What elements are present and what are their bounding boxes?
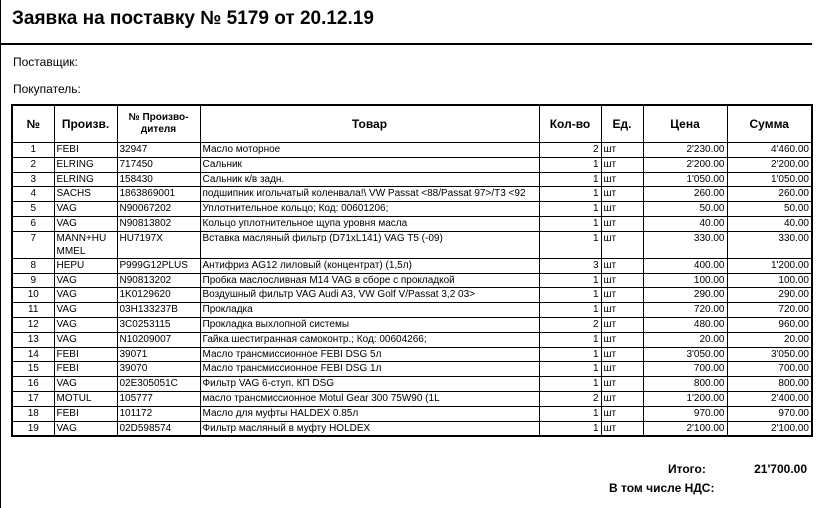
cell-sum: 720.00 [727, 303, 812, 318]
table-row [12, 258, 812, 273]
cell-product: Сальник к/в задн. [200, 172, 539, 187]
cell-quantity: 1 [539, 273, 601, 288]
cell-unit: шт [601, 303, 643, 318]
cell-row-number: 18 [12, 406, 54, 421]
cell-quantity: 1 [539, 362, 601, 377]
buyer-label: Покупатель: [13, 82, 81, 96]
table-row [12, 202, 812, 217]
cell-product: подшипник игольчатый коленвала!\ VW Passat <88/Passat 97>/T3 <92 [200, 187, 539, 202]
cell-part-number: 105777 [117, 391, 200, 406]
cell-sum: 1'200.00 [727, 258, 812, 273]
table-row [12, 273, 812, 288]
cell-part-number: 03H133237B [117, 303, 200, 318]
page-border [0, 0, 1, 508]
cell-unit: шт [601, 317, 643, 332]
cell-sum: 290.00 [727, 288, 812, 303]
table-row [12, 157, 812, 172]
cell-quantity: 1 [539, 288, 601, 303]
cell-price: 2'230.00 [643, 143, 727, 158]
cell-price: 1'200.00 [643, 391, 727, 406]
cell-row-number: 14 [12, 347, 54, 362]
cell-product: масло трансмиссионное Motul Gear 300 75W90 (1L [200, 391, 539, 406]
table-row [12, 216, 812, 231]
cell-product: Воздушный фильтр VAG Audi A3, VW Golf V/Passat 3,2 03> [200, 288, 539, 303]
col-unit: Ед. [601, 105, 643, 143]
cell-product: Масло трансмиссионное FEBI DSG 1л [200, 362, 539, 377]
cell-part-number: 1863869001 [117, 187, 200, 202]
cell-sum: 4'460.00 [727, 143, 812, 158]
cell-product: Фильтр масляный в муфту HOLDEX [200, 421, 539, 436]
cell-manufacturer: FEBI [54, 347, 117, 362]
cell-row-number: 1 [12, 143, 54, 158]
cell-row-number: 8 [12, 258, 54, 273]
cell-row-number: 17 [12, 391, 54, 406]
cell-product: Гайка шестигранная самоконтр.; Код: 00604266; [200, 332, 539, 347]
table-row [12, 172, 812, 187]
cell-sum: 50.00 [727, 202, 812, 217]
cell-unit: шт [601, 377, 643, 392]
cell-part-number: 1K0129620 [117, 288, 200, 303]
table-row [12, 317, 812, 332]
cell-price: 480.00 [643, 317, 727, 332]
cell-manufacturer: ELRING [54, 172, 117, 187]
cell-quantity: 1 [539, 347, 601, 362]
cell-unit: шт [601, 202, 643, 217]
cell-manufacturer: VAG [54, 377, 117, 392]
cell-manufacturer: VAG [54, 303, 117, 318]
cell-part-number: N90813202 [117, 273, 200, 288]
cell-price: 400.00 [643, 258, 727, 273]
cell-unit: шт [601, 216, 643, 231]
total-label: Итого: [668, 462, 706, 476]
cell-price: 100.00 [643, 273, 727, 288]
col-part-number: № Произво-дителя [117, 105, 200, 143]
total-value: 21'700.00 [754, 462, 807, 476]
table-row [12, 187, 812, 202]
cell-price: 330.00 [643, 231, 727, 258]
cell-product: Сальник [200, 157, 539, 172]
cell-part-number: 32947 [117, 143, 200, 158]
cell-part-number: 158430 [117, 172, 200, 187]
cell-quantity: 2 [539, 143, 601, 158]
cell-price: 20.00 [643, 332, 727, 347]
cell-quantity: 1 [539, 157, 601, 172]
col-number: № [12, 105, 54, 143]
table-row [12, 143, 812, 158]
table-row [12, 362, 812, 377]
cell-row-number: 16 [12, 377, 54, 392]
cell-manufacturer: VAG [54, 317, 117, 332]
cell-part-number: 101172 [117, 406, 200, 421]
cell-quantity: 1 [539, 216, 601, 231]
cell-manufacturer: MOTUL [54, 391, 117, 406]
table-row [12, 332, 812, 347]
cell-part-number: 717450 [117, 157, 200, 172]
cell-manufacturer: VAG [54, 288, 117, 303]
cell-manufacturer: HEPU [54, 258, 117, 273]
cell-quantity: 1 [539, 231, 601, 258]
document-title: Заявка на поставку № 5179 от 20.12.19 [12, 8, 374, 29]
cell-price: 800.00 [643, 377, 727, 392]
cell-unit: шт [601, 172, 643, 187]
cell-row-number: 13 [12, 332, 54, 347]
col-sum: Сумма [727, 105, 812, 143]
cell-manufacturer: VAG [54, 421, 117, 436]
table-row [12, 303, 812, 318]
cell-quantity: 1 [539, 332, 601, 347]
cell-quantity: 2 [539, 317, 601, 332]
cell-row-number: 6 [12, 216, 54, 231]
cell-sum: 970.00 [727, 406, 812, 421]
cell-row-number: 5 [12, 202, 54, 217]
cell-product: Пробка маслосливная M14 VAG в сборе с прокладкой [200, 273, 539, 288]
cell-part-number: N10209007 [117, 332, 200, 347]
cell-unit: шт [601, 258, 643, 273]
cell-part-number: HU7197X [117, 231, 200, 258]
cell-sum: 40.00 [727, 216, 812, 231]
cell-part-number: P999G12PLUS [117, 258, 200, 273]
table-row [12, 231, 812, 258]
cell-quantity: 1 [539, 187, 601, 202]
table-row [12, 421, 812, 436]
cell-row-number: 4 [12, 187, 54, 202]
cell-quantity: 1 [539, 421, 601, 436]
cell-product: Уплотнительное кольцо; Код: 00601206; [200, 202, 539, 217]
cell-unit: шт [601, 157, 643, 172]
cell-manufacturer: FEBI [54, 406, 117, 421]
cell-sum: 2'200.00 [727, 157, 812, 172]
cell-product: Фильтр VAG 6-ступ. КП DSG [200, 377, 539, 392]
cell-quantity: 1 [539, 377, 601, 392]
cell-price: 3'050.00 [643, 347, 727, 362]
cell-price: 700.00 [643, 362, 727, 377]
table-row [12, 391, 812, 406]
cell-quantity: 1 [539, 303, 601, 318]
cell-row-number: 19 [12, 421, 54, 436]
cell-product: Масло для муфты HALDEX 0.85л [200, 406, 539, 421]
cell-quantity: 1 [539, 172, 601, 187]
cell-part-number: 3C0253115 [117, 317, 200, 332]
cell-product: Прокладка выхлопной системы [200, 317, 539, 332]
cell-price: 50.00 [643, 202, 727, 217]
col-manufacturer: Произв. [54, 105, 117, 143]
table-row [12, 377, 812, 392]
cell-manufacturer: FEBI [54, 362, 117, 377]
cell-unit: шт [601, 273, 643, 288]
cell-price: 1'050.00 [643, 172, 727, 187]
cell-unit: шт [601, 231, 643, 258]
cell-quantity: 2 [539, 391, 601, 406]
cell-part-number: 02D598574 [117, 421, 200, 436]
cell-part-number: N90813802 [117, 216, 200, 231]
cell-product: Прокладка [200, 303, 539, 318]
cell-unit: шт [601, 406, 643, 421]
cell-manufacturer: SACHS [54, 187, 117, 202]
cell-row-number: 9 [12, 273, 54, 288]
cell-product: Масло моторное [200, 143, 539, 158]
cell-unit: шт [601, 362, 643, 377]
cell-sum: 100.00 [727, 273, 812, 288]
cell-sum: 330.00 [727, 231, 812, 258]
cell-manufacturer: VAG [54, 216, 117, 231]
cell-sum: 20.00 [727, 332, 812, 347]
cell-unit: шт [601, 421, 643, 436]
cell-sum: 1'050.00 [727, 172, 812, 187]
cell-sum: 700.00 [727, 362, 812, 377]
col-quantity: Кол-во [539, 105, 601, 143]
cell-unit: шт [601, 288, 643, 303]
table-row [12, 347, 812, 362]
cell-price: 970.00 [643, 406, 727, 421]
table-row [12, 288, 812, 303]
cell-sum: 960.00 [727, 317, 812, 332]
cell-row-number: 12 [12, 317, 54, 332]
cell-sum: 260.00 [727, 187, 812, 202]
cell-row-number: 15 [12, 362, 54, 377]
cell-manufacturer: VAG [54, 273, 117, 288]
table-header [12, 105, 812, 143]
cell-quantity: 1 [539, 406, 601, 421]
cell-sum: 2'400.00 [727, 391, 812, 406]
cell-price: 40.00 [643, 216, 727, 231]
cell-unit: шт [601, 143, 643, 158]
cell-row-number: 7 [12, 231, 54, 258]
cell-manufacturer: MANN+HUMMEL [54, 231, 117, 258]
cell-product: Масло трансмиссионное FEBI DSG 5л [200, 347, 539, 362]
cell-product: Кольцо уплотнительное щупа уровня масла [200, 216, 539, 231]
cell-manufacturer: VAG [54, 202, 117, 217]
cell-part-number: 02E305051C [117, 377, 200, 392]
cell-quantity: 1 [539, 202, 601, 217]
cell-unit: шт [601, 391, 643, 406]
cell-part-number: 39071 [117, 347, 200, 362]
table-row [12, 406, 812, 421]
cell-part-number: 39070 [117, 362, 200, 377]
cell-product: Вставка масляный фильтр (D71xL141) VAG T5 (-09) [200, 231, 539, 258]
cell-manufacturer: VAG [54, 332, 117, 347]
cell-price: 260.00 [643, 187, 727, 202]
title-divider [0, 43, 812, 45]
cell-unit: шт [601, 332, 643, 347]
cell-row-number: 3 [12, 172, 54, 187]
cell-product: Антифриз AG12 лиловый (концентрат) (1,5л) [200, 258, 539, 273]
cell-price: 2'200.00 [643, 157, 727, 172]
cell-row-number: 2 [12, 157, 54, 172]
cell-sum: 2'100.00 [727, 421, 812, 436]
order-table [11, 104, 813, 437]
cell-sum: 3'050.00 [727, 347, 812, 362]
cell-price: 720.00 [643, 303, 727, 318]
cell-price: 2'100.00 [643, 421, 727, 436]
cell-manufacturer: ELRING [54, 157, 117, 172]
col-price: Цена [643, 105, 727, 143]
cell-price: 290.00 [643, 288, 727, 303]
cell-row-number: 10 [12, 288, 54, 303]
supplier-label: Поставщик: [13, 55, 78, 69]
cell-quantity: 3 [539, 258, 601, 273]
cell-unit: шт [601, 347, 643, 362]
cell-part-number: N90067202 [117, 202, 200, 217]
col-product: Товар [200, 105, 539, 143]
cell-sum: 800.00 [727, 377, 812, 392]
vat-label: В том числе НДС: [609, 481, 715, 495]
cell-manufacturer: FEBI [54, 143, 117, 158]
cell-unit: шт [601, 187, 643, 202]
cell-row-number: 11 [12, 303, 54, 318]
